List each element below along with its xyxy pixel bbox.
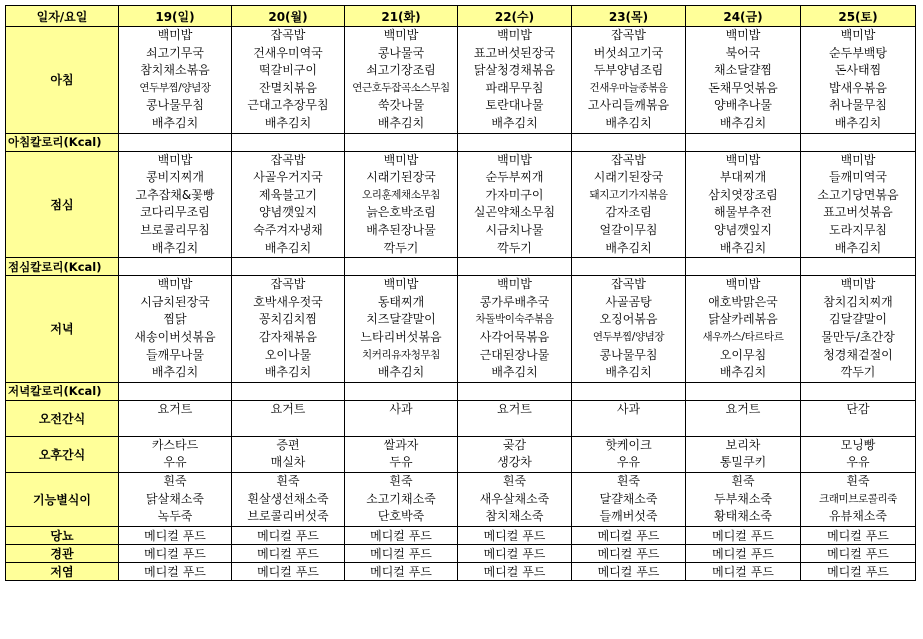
dish-item: 우유 (846, 455, 870, 470)
weekly-menu-table (5, 5, 916, 581)
dish-item: 사골우거지국 (253, 170, 323, 185)
day-cell (458, 276, 572, 383)
day-cell (458, 27, 572, 134)
dish-item: 닭살청경채볶음 (473, 63, 556, 78)
dish-item: 돼지고기가지볶음 (589, 188, 668, 201)
day-cell (801, 27, 916, 134)
dish-item: 배추된장나물 (366, 222, 436, 237)
dish-item: 배추김치 (834, 115, 882, 130)
dish-item: 부대찌개 (719, 170, 767, 185)
dish-item: 흰죽 (502, 474, 527, 489)
header-day: 22(수) (458, 6, 572, 27)
dish-item (458, 418, 571, 436)
dish-item: 버섯쇠고기국 (593, 45, 664, 60)
header-day: 24(금) (686, 6, 801, 27)
calorie-cell (801, 382, 916, 400)
medical-cell: 메디컬 푸드 (119, 562, 232, 580)
header-day: 25(토) (801, 6, 916, 27)
dish-item: 배추김치 (151, 115, 199, 130)
dish-item: 크래미브로콜리죽 (819, 492, 897, 505)
dish-item: 새우까스/타르타르 (702, 330, 784, 343)
dish-item: 시래기된장국 (366, 170, 436, 185)
dish-item: 흰죽 (616, 474, 641, 489)
calorie-cell (458, 133, 572, 151)
medical-cell: 메디컬 푸드 (232, 562, 345, 580)
dish-item: 백미밥 (383, 277, 419, 292)
dish-item: 잡곡밥 (611, 152, 646, 167)
day-cell (572, 151, 686, 258)
dish-item: 순두부찌개 (485, 170, 544, 185)
dish-item: 배추김치 (719, 240, 767, 255)
dish-item: 사과 (389, 401, 413, 416)
dish-item: 가자미구이 (485, 187, 544, 202)
header-day: 20(월) (232, 6, 345, 27)
dish-item: 백미밥 (383, 28, 419, 42)
dish-item: 들깨무나물 (146, 347, 204, 362)
dish-item: 배추김치 (377, 115, 425, 130)
header-day: 21(화) (345, 6, 458, 27)
day-cell (232, 151, 345, 258)
day-cell (458, 151, 572, 258)
dish-item: 배추김치 (605, 115, 652, 130)
medical-cell: 메디컬 푸드 (686, 544, 801, 562)
dish-item: 백미밥 (725, 277, 761, 292)
dish-item: 깍두기 (840, 365, 876, 380)
dish-item: 동태찌개 (377, 294, 425, 309)
dish-item: 황태채소죽 (714, 509, 772, 524)
dish-item: 느타리버섯볶음 (360, 329, 442, 344)
dish-item: 건새우마늘종볶음 (589, 81, 668, 94)
day-cell (686, 276, 801, 383)
dish-item: 쑥갓나물 (377, 98, 425, 113)
meal-row (6, 276, 916, 383)
dish-item: 닭살카레볶음 (708, 312, 778, 327)
day-cell (119, 473, 232, 527)
dish-item: 시래기된장국 (593, 170, 664, 185)
calorie-cell (232, 133, 345, 151)
day-cell (458, 473, 572, 527)
dish-item: 흰죽 (389, 474, 413, 489)
medical-cell: 메디컬 푸드 (801, 526, 916, 544)
dish-item: 감자채볶음 (259, 329, 317, 344)
dish-item: 숙주겨자냉채 (253, 222, 323, 237)
snack-row (6, 436, 916, 472)
medical-cell: 메디컬 푸드 (686, 526, 801, 544)
dish-item: 카스타드 (151, 437, 199, 452)
dish-item: 실곤약채소무침 (473, 205, 556, 220)
special-diet-row (6, 473, 916, 527)
dish-item: 오리훈제채소무침 (362, 188, 440, 201)
row-label: 아침 (6, 27, 119, 134)
day-cell (119, 276, 232, 383)
dish-item: 흰죽 (846, 474, 870, 489)
medical-cell: 메디컬 푸드 (686, 562, 801, 580)
dish-item: 감자조림 (605, 205, 652, 220)
dish-item: 시금치나물 (485, 222, 544, 237)
dish-item: 떡갈비구이 (259, 63, 317, 78)
calorie-cell (119, 133, 232, 151)
dish-item: 곶감 (502, 437, 527, 452)
dish-item (572, 418, 685, 436)
day-cell (345, 436, 458, 472)
day-cell (232, 276, 345, 383)
day-cell (119, 27, 232, 134)
day-cell (801, 436, 916, 472)
dish-item: 양념깻잎지 (259, 205, 317, 220)
dish-item: 쇠고기장조림 (366, 63, 436, 78)
calorie-cell (232, 382, 345, 400)
dish-item: 잡곡밥 (611, 28, 646, 42)
dish-item: 연두부찜/양념장 (139, 81, 211, 94)
dish-item: 참치채소볶음 (140, 63, 210, 78)
dish-item: 돈채무엇볶음 (708, 80, 778, 95)
dish-item: 근대된장나물 (479, 347, 550, 362)
dish-item: 배추김치 (834, 240, 882, 255)
day-cell (119, 400, 232, 436)
row-label: 오후간식 (6, 436, 119, 472)
dish-item: 요거트 (725, 401, 761, 416)
dish-item: 백미밥 (497, 277, 532, 292)
dish-item: 녹두죽 (157, 509, 193, 524)
dish-item: 백미밥 (497, 152, 532, 167)
calorie-cell (686, 382, 801, 400)
dish-item: 파래무무침 (485, 80, 544, 95)
meal-row (6, 151, 916, 258)
dish-item: 제육불고기 (259, 187, 317, 202)
dish-item: 취나물무침 (829, 98, 887, 113)
calorie-cell (232, 258, 345, 276)
day-cell (686, 151, 801, 258)
calorie-cell (345, 382, 458, 400)
dish-item: 잔멸치볶음 (259, 80, 317, 95)
day-cell (686, 400, 801, 436)
dish-item: 고추잡채&꽃빵 (135, 187, 215, 202)
day-cell (801, 473, 916, 527)
dish-item: 두유 (389, 455, 413, 470)
dish-item: 토란대나물 (485, 98, 544, 113)
day-cell (572, 276, 686, 383)
dish-item: 참치김치찌개 (823, 294, 893, 309)
dish-item: 고사리들깨볶음 (587, 98, 670, 113)
dish-item: 우유 (616, 455, 641, 470)
day-cell (232, 27, 345, 134)
dish-item: 참치채소죽 (485, 509, 544, 524)
dish-item: 보리차 (725, 437, 761, 452)
dish-item: 우유 (163, 455, 187, 470)
medical-cell: 메디컬 푸드 (572, 562, 686, 580)
day-cell (119, 436, 232, 472)
row-label: 저녁칼로리(Kcal) (6, 382, 119, 400)
day-cell (345, 473, 458, 527)
medical-cell: 메디컬 푸드 (119, 544, 232, 562)
dish-item: 사골곰탕 (605, 294, 652, 309)
dish-item: 모닝빵 (840, 437, 876, 452)
day-cell (572, 27, 686, 134)
dish-item: 도라지무침 (829, 222, 887, 237)
dish-item: 배추김치 (377, 365, 425, 380)
calorie-cell (345, 258, 458, 276)
row-label: 점심칼로리(Kcal) (6, 258, 119, 276)
dish-item: 달걀채소죽 (599, 491, 658, 506)
dish-item: 콩나물무침 (599, 347, 658, 362)
dish-item: 양배추나물 (714, 98, 772, 113)
dish-item: 배추김치 (264, 115, 312, 130)
dish-item: 잡곡밥 (611, 277, 646, 292)
dish-item: 배추김치 (151, 365, 199, 380)
dish-item: 표고버섯볶음 (823, 205, 893, 220)
day-cell (686, 27, 801, 134)
calorie-row (6, 258, 916, 276)
meal-row (6, 27, 916, 134)
dish-item: 연근호두잡곡소스무침 (352, 81, 450, 94)
dish-item: 배추김치 (264, 240, 312, 255)
calorie-cell (686, 258, 801, 276)
dish-item: 오이나물 (264, 347, 312, 362)
dish-item: 잡곡밥 (270, 152, 306, 167)
dish-item: 치즈달걀말이 (366, 312, 436, 327)
calorie-cell (572, 133, 686, 151)
dish-item: 삼치엿장조림 (708, 187, 778, 202)
dish-item: 잡곡밥 (270, 277, 306, 292)
dish-item: 새우살채소죽 (479, 491, 550, 506)
dish-item: 시금치된장국 (140, 294, 210, 309)
calorie-cell (686, 133, 801, 151)
dish-item: 김달걀말이 (829, 312, 887, 327)
medical-cell: 메디컬 푸드 (572, 526, 686, 544)
row-label: 당뇨 (6, 526, 119, 544)
day-cell (458, 436, 572, 472)
dish-item: 호박새우젓국 (253, 294, 323, 309)
dish-item (801, 418, 915, 436)
dish-item: 건새우미역국 (253, 45, 323, 60)
dish-item: 배추김치 (605, 240, 652, 255)
day-cell (572, 400, 686, 436)
dish-item: 백미밥 (725, 152, 761, 167)
medical-cell: 메디컬 푸드 (458, 544, 572, 562)
dish-item: 사각어묵볶음 (479, 329, 550, 344)
dish-item: 돈사태찜 (834, 63, 882, 78)
medical-cell: 메디컬 푸드 (801, 562, 916, 580)
dish-item: 표고버섯된장국 (473, 45, 556, 60)
header-row (6, 6, 916, 27)
day-cell (119, 151, 232, 258)
calorie-cell (572, 382, 686, 400)
dish-item: 콩가루배추국 (479, 294, 550, 309)
dish-item: 밥새우볶음 (829, 80, 887, 95)
medical-row (6, 544, 916, 562)
dish-item (345, 418, 457, 436)
medical-cell: 메디컬 푸드 (458, 562, 572, 580)
calorie-cell (119, 382, 232, 400)
day-cell (572, 436, 686, 472)
day-cell (801, 400, 916, 436)
dish-item: 치커리유자청무침 (362, 348, 440, 361)
dish-item: 브로콜리버섯죽 (247, 509, 329, 524)
medical-cell: 메디컬 푸드 (345, 544, 458, 562)
dish-item: 백미밥 (157, 277, 193, 292)
medical-cell: 메디컬 푸드 (345, 526, 458, 544)
dish-item: 차돌박이숙주볶음 (475, 313, 554, 326)
dish-item: 순두부백탕 (829, 45, 887, 60)
dish-item: 흰살생선채소죽 (247, 491, 329, 506)
day-cell (686, 473, 801, 527)
medical-row (6, 562, 916, 580)
dish-item: 양념깻잎지 (714, 222, 772, 237)
row-label: 아침칼로리(Kcal) (6, 133, 119, 151)
menu-table-wrapper (5, 5, 916, 581)
day-cell (801, 276, 916, 383)
dish-item: 배추김치 (151, 240, 199, 255)
dish-item: 해물부추전 (714, 205, 772, 220)
dish-item: 애호박맑은국 (708, 294, 778, 309)
dish-item: 요거트 (157, 401, 193, 416)
dish-item: 배추김치 (491, 365, 538, 380)
dish-item: 백미밥 (725, 28, 761, 42)
dish-item: 콩나물국 (377, 45, 425, 60)
dish-item: 통밀쿠키 (719, 455, 767, 470)
calorie-cell (458, 258, 572, 276)
dish-item: 꽁치김치찜 (259, 312, 317, 327)
day-cell (345, 151, 458, 258)
dish-item: 들깨미역국 (829, 170, 887, 185)
medical-cell: 메디컬 푸드 (572, 544, 686, 562)
dish-item: 새송이버섯볶음 (134, 329, 216, 344)
header-corner: 일자/요일 (6, 6, 119, 27)
day-cell (686, 436, 801, 472)
dish-item: 찜닭 (163, 312, 187, 327)
dish-item: 근대고추장무침 (247, 98, 329, 113)
medical-cell: 메디컬 푸드 (232, 544, 345, 562)
medical-cell: 메디컬 푸드 (345, 562, 458, 580)
dish-item: 깍두기 (383, 240, 419, 255)
dish-item (686, 418, 800, 436)
dish-item: 요거트 (497, 401, 532, 416)
dish-item: 콩나물무침 (146, 98, 204, 113)
dish-item: 백미밥 (497, 28, 532, 42)
dish-item: 들깨버섯죽 (599, 509, 658, 524)
calorie-cell (119, 258, 232, 276)
calorie-cell (801, 133, 916, 151)
day-cell (572, 473, 686, 527)
dish-item: 잡곡밥 (270, 28, 306, 42)
dish-item: 백미밥 (840, 152, 876, 167)
dish-item: 백미밥 (840, 277, 876, 292)
dish-item (119, 418, 231, 436)
medical-cell: 메디컬 푸드 (458, 526, 572, 544)
dish-item: 백미밥 (157, 152, 193, 167)
dish-item: 배추김치 (719, 365, 767, 380)
medical-cell: 메디컬 푸드 (119, 526, 232, 544)
day-cell (345, 400, 458, 436)
snack-row (6, 400, 916, 436)
row-label: 기능별식이 (6, 473, 119, 527)
day-cell (232, 436, 345, 472)
dish-item: 요거트 (270, 401, 306, 416)
dish-item: 늙은호박조림 (366, 205, 436, 220)
row-label: 오전간식 (6, 400, 119, 436)
medical-cell: 메디컬 푸드 (801, 544, 916, 562)
calorie-cell (572, 258, 686, 276)
dish-item: 쌀과자 (383, 437, 419, 452)
dish-item: 채소달걀찜 (714, 63, 772, 78)
dish-item: 핫케이크 (605, 437, 652, 452)
dish-item: 배추김치 (605, 365, 652, 380)
dish-item: 연두부찜/양념장 (592, 330, 665, 343)
calorie-cell (345, 133, 458, 151)
day-cell (458, 400, 572, 436)
day-cell (801, 151, 916, 258)
calorie-cell (801, 258, 916, 276)
dish-item: 생강차 (497, 455, 532, 470)
row-label: 저염 (6, 562, 119, 580)
dish-item: 두부채소죽 (714, 491, 772, 506)
dish-item: 깍두기 (497, 240, 532, 255)
dish-item: 얼갈이무침 (599, 222, 658, 237)
dish-item: 백미밥 (840, 28, 876, 42)
dish-item: 흰죽 (731, 474, 755, 489)
dish-item: 흰죽 (163, 474, 187, 489)
dish-item: 흰죽 (276, 474, 300, 489)
dish-item: 증편 (276, 437, 300, 452)
dish-item: 배추김치 (719, 115, 767, 130)
row-label: 경관 (6, 544, 119, 562)
dish-item: 배추김치 (264, 365, 312, 380)
day-cell (345, 27, 458, 134)
dish-item: 유뷰채소죽 (829, 509, 887, 524)
calorie-row (6, 382, 916, 400)
dish-item: 두부양념조림 (593, 63, 664, 78)
calorie-cell (458, 382, 572, 400)
dish-item: 백미밥 (383, 152, 419, 167)
medical-row (6, 526, 916, 544)
dish-item: 오징어볶음 (599, 312, 658, 327)
dish-item: 오이무침 (719, 347, 767, 362)
row-label: 점심 (6, 151, 119, 258)
dish-item: 매실차 (270, 455, 306, 470)
calorie-row (6, 133, 916, 151)
row-label: 저녁 (6, 276, 119, 383)
dish-item: 소고기당면볶음 (817, 187, 899, 202)
medical-cell: 메디컬 푸드 (232, 526, 345, 544)
day-cell (345, 276, 458, 383)
dish-item: 쇠고기무국 (146, 45, 204, 60)
dish-item: 청경채겉절이 (823, 347, 893, 362)
header-day: 19(일) (119, 6, 232, 27)
header-day: 23(목) (572, 6, 686, 27)
dish-item: 북어국 (725, 45, 761, 60)
dish-item (232, 418, 344, 436)
day-cell (232, 473, 345, 527)
day-cell (232, 400, 345, 436)
dish-item: 소고기채소죽 (366, 491, 436, 506)
dish-item: 물만두/초간장 (821, 329, 895, 344)
dish-item: 닭살채소죽 (146, 491, 204, 506)
dish-item: 콩비지찌개 (146, 170, 204, 185)
dish-item: 단감 (846, 401, 870, 416)
dish-item: 브로콜리무침 (140, 222, 210, 237)
dish-item: 백미밥 (157, 28, 193, 42)
dish-item: 코다리무조림 (140, 205, 210, 220)
dish-item: 배추김치 (491, 115, 538, 130)
dish-item: 단호박죽 (377, 509, 425, 524)
dish-item: 사과 (616, 401, 641, 416)
